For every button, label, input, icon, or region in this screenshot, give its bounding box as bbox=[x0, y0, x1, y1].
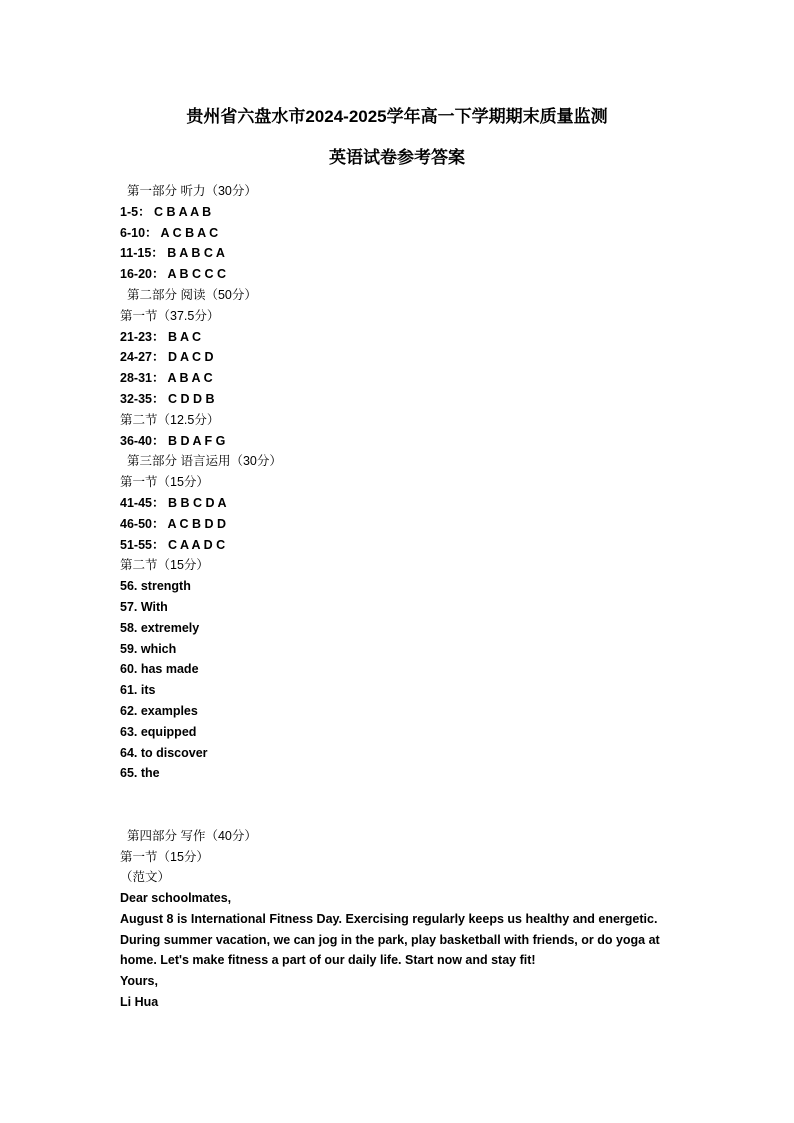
answer-line: 16-20： A B C C C bbox=[120, 267, 227, 282]
answer-line: 51-55： C A A D C bbox=[120, 537, 226, 552]
answer-line: 65. the bbox=[120, 766, 160, 781]
answer-line: 57. With bbox=[120, 599, 168, 614]
document-title: 贵州省六盘水市2024-2025学年高一下学期期末质量监测 bbox=[186, 107, 608, 126]
blank-gap bbox=[120, 784, 690, 826]
answer-line: 62. examples bbox=[120, 703, 198, 718]
answer-line: 32-35： C D D B bbox=[120, 391, 215, 406]
section-heading: 第二部分 阅读（50分） bbox=[127, 287, 257, 302]
answer-line: 24-27： D A C D bbox=[120, 350, 214, 365]
answer-line: 61. its bbox=[120, 683, 156, 698]
section-heading: 第一部分 听力（30分） bbox=[127, 184, 257, 198]
essay-paragraph: August 8 is International Fitness Day. Exercising regularly keeps us healthy and energetic. During summer vacation, we can jog in the park, play basketball with friends, or do yoga at home. Let's make fitness a part of our daily life. Start now and stay fit! bbox=[120, 911, 660, 968]
subsection-heading: 第一节（37.5分） bbox=[120, 308, 220, 323]
subsection-heading: 第二节（12.5分） bbox=[120, 412, 220, 427]
answer-line: 64. to discover bbox=[120, 745, 208, 760]
answer-line: 46-50： A C B D D bbox=[120, 516, 227, 531]
answer-line: 63. equipped bbox=[120, 724, 197, 739]
answer-line: 6-10： A C B A C bbox=[120, 225, 219, 240]
answer-line: 59. which bbox=[120, 641, 177, 656]
answer-line: 36-40： B D A F G bbox=[120, 433, 226, 448]
answer-line: Dear schoolmates, bbox=[120, 891, 232, 906]
answer-line: 11-15： B A B C A bbox=[120, 246, 225, 261]
answer-line: 58. extremely bbox=[120, 620, 200, 635]
document-subtitle: 英语试卷参考答案 bbox=[329, 148, 465, 167]
answer-line: 21-23： B A C bbox=[120, 329, 202, 344]
subsection-heading: （范文） bbox=[120, 870, 171, 885]
section-heading: 第四部分 写作（40分） bbox=[127, 828, 257, 843]
subsection-heading: 第一节（15分） bbox=[120, 849, 209, 864]
answer-line: 28-31： A B A C bbox=[120, 371, 213, 386]
answer-line: 60. has made bbox=[120, 662, 199, 677]
answer-line: 41-45： B B C D A bbox=[120, 495, 227, 510]
answer-content bbox=[120, 181, 690, 1013]
answer-line: 56. strength bbox=[120, 579, 191, 594]
section-heading: 第三部分 语言运用（30分） bbox=[127, 454, 282, 469]
answer-line: 1-5： C B A A B bbox=[120, 204, 212, 219]
answer-line: Li Hua bbox=[120, 995, 159, 1010]
answer-line: Yours, bbox=[120, 974, 158, 989]
subsection-heading: 第一节（15分） bbox=[120, 475, 209, 490]
subsection-heading: 第二节（15分） bbox=[120, 558, 209, 573]
